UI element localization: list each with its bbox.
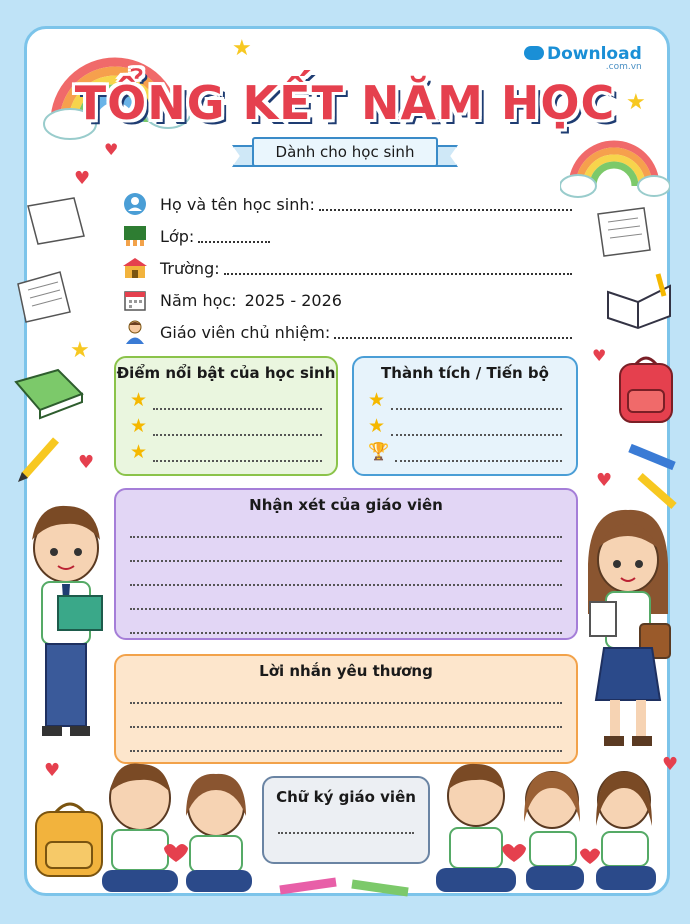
star-icon: ★ bbox=[130, 415, 148, 437]
highlights-title: Điểm nổi bật của học sinh bbox=[116, 364, 336, 382]
class-label: Lớp: bbox=[160, 226, 195, 246]
highlight-line[interactable] bbox=[130, 436, 322, 462]
student-name-field[interactable] bbox=[319, 197, 572, 211]
paper-icon bbox=[594, 206, 654, 258]
student-name-label: Họ và tên học sinh: bbox=[160, 194, 315, 214]
crayon-icon bbox=[348, 876, 414, 900]
achievement-line[interactable] bbox=[368, 436, 562, 462]
teacher-comment-title: Nhận xét của giáo viên bbox=[249, 496, 443, 514]
paper-icon bbox=[24, 196, 88, 246]
star-icon: ★ bbox=[626, 90, 646, 115]
school-year-value: 2025 - 2026 bbox=[244, 290, 342, 310]
signature-box bbox=[262, 776, 430, 864]
signature-field[interactable] bbox=[278, 832, 414, 834]
comment-line[interactable] bbox=[130, 514, 562, 538]
school-row bbox=[122, 252, 572, 284]
trophy-icon: 🏆 bbox=[368, 442, 390, 462]
kids-heart-illustration bbox=[96, 756, 260, 896]
school-year-label: Năm học: bbox=[160, 290, 237, 310]
backpack-icon bbox=[614, 350, 678, 426]
book-icon bbox=[604, 272, 674, 330]
heart-icon: ♥ bbox=[104, 140, 119, 159]
comment-line[interactable] bbox=[130, 538, 562, 562]
achievement-line[interactable] bbox=[368, 384, 562, 410]
achievements-title: Thành tích / Tiến bộ bbox=[381, 364, 549, 382]
calendar-icon bbox=[122, 288, 148, 312]
crayon-icon bbox=[626, 442, 680, 472]
paper-icon bbox=[14, 270, 74, 324]
achievement-line[interactable] bbox=[368, 410, 562, 436]
message-line[interactable] bbox=[130, 704, 562, 728]
star-icon: ★ bbox=[130, 441, 148, 463]
teacher-icon bbox=[122, 320, 148, 344]
school-label: Trường: bbox=[160, 258, 220, 278]
class-field[interactable] bbox=[198, 229, 270, 243]
comment-line[interactable] bbox=[130, 586, 562, 610]
star-icon: ★ bbox=[130, 389, 148, 411]
love-message-title: Lời nhắn yêu thương bbox=[259, 662, 433, 680]
homeroom-teacher-field[interactable] bbox=[334, 325, 572, 339]
heart-icon: ♥ bbox=[74, 168, 91, 189]
achievements-box bbox=[352, 356, 578, 476]
star-icon: ★ bbox=[70, 338, 90, 363]
star-icon: ★ bbox=[368, 389, 386, 411]
heart-icon: ♥ bbox=[662, 754, 679, 775]
download-logo[interactable] bbox=[524, 44, 642, 72]
heart-icon: ♥ bbox=[78, 452, 95, 473]
teacher-comment-box bbox=[114, 488, 578, 640]
signature-title: Chữ ký giáo viên bbox=[276, 788, 416, 806]
heart-icon: ♥ bbox=[592, 346, 607, 365]
love-message-box bbox=[114, 654, 578, 764]
crayon-icon bbox=[276, 874, 342, 898]
subtitle: Dành cho học sinh bbox=[252, 137, 438, 167]
subtitle-ribbon bbox=[232, 137, 458, 169]
star-icon: ★ bbox=[368, 415, 386, 437]
highlight-line[interactable] bbox=[130, 384, 322, 410]
pencil-icon bbox=[16, 436, 62, 484]
girl-notebook-illustration bbox=[580, 504, 676, 750]
star-icon: ★ bbox=[232, 36, 252, 61]
rainbow-illustration bbox=[560, 120, 670, 200]
user-icon bbox=[122, 192, 148, 216]
homeroom-teacher-row bbox=[122, 316, 572, 348]
comment-line[interactable] bbox=[130, 610, 562, 634]
student-info bbox=[122, 188, 572, 348]
boy-reading-illustration bbox=[18, 496, 114, 740]
highlights-box bbox=[114, 356, 338, 476]
heart-icon: ♥ bbox=[44, 760, 61, 781]
three-kids-heart-illustration bbox=[430, 756, 666, 896]
cloud-download-icon bbox=[524, 46, 544, 60]
page-title: TỔNG KẾT NĂM HỌC bbox=[74, 76, 616, 130]
book-icon bbox=[12, 366, 86, 420]
school-year-row bbox=[122, 284, 572, 316]
school-icon bbox=[122, 256, 148, 280]
comment-line[interactable] bbox=[130, 562, 562, 586]
school-field[interactable] bbox=[224, 261, 572, 275]
homeroom-teacher-label: Giáo viên chủ nhiệm: bbox=[160, 322, 331, 342]
highlight-line[interactable] bbox=[130, 410, 322, 436]
student-name-row bbox=[122, 188, 572, 220]
heart-icon: ♥ bbox=[596, 470, 613, 491]
message-line[interactable] bbox=[130, 728, 562, 752]
logo-text: Download bbox=[547, 44, 642, 64]
class-row bbox=[122, 220, 572, 252]
message-line[interactable] bbox=[130, 680, 562, 704]
classroom-icon bbox=[122, 224, 148, 248]
logo-domain: .com.vn bbox=[605, 62, 642, 72]
